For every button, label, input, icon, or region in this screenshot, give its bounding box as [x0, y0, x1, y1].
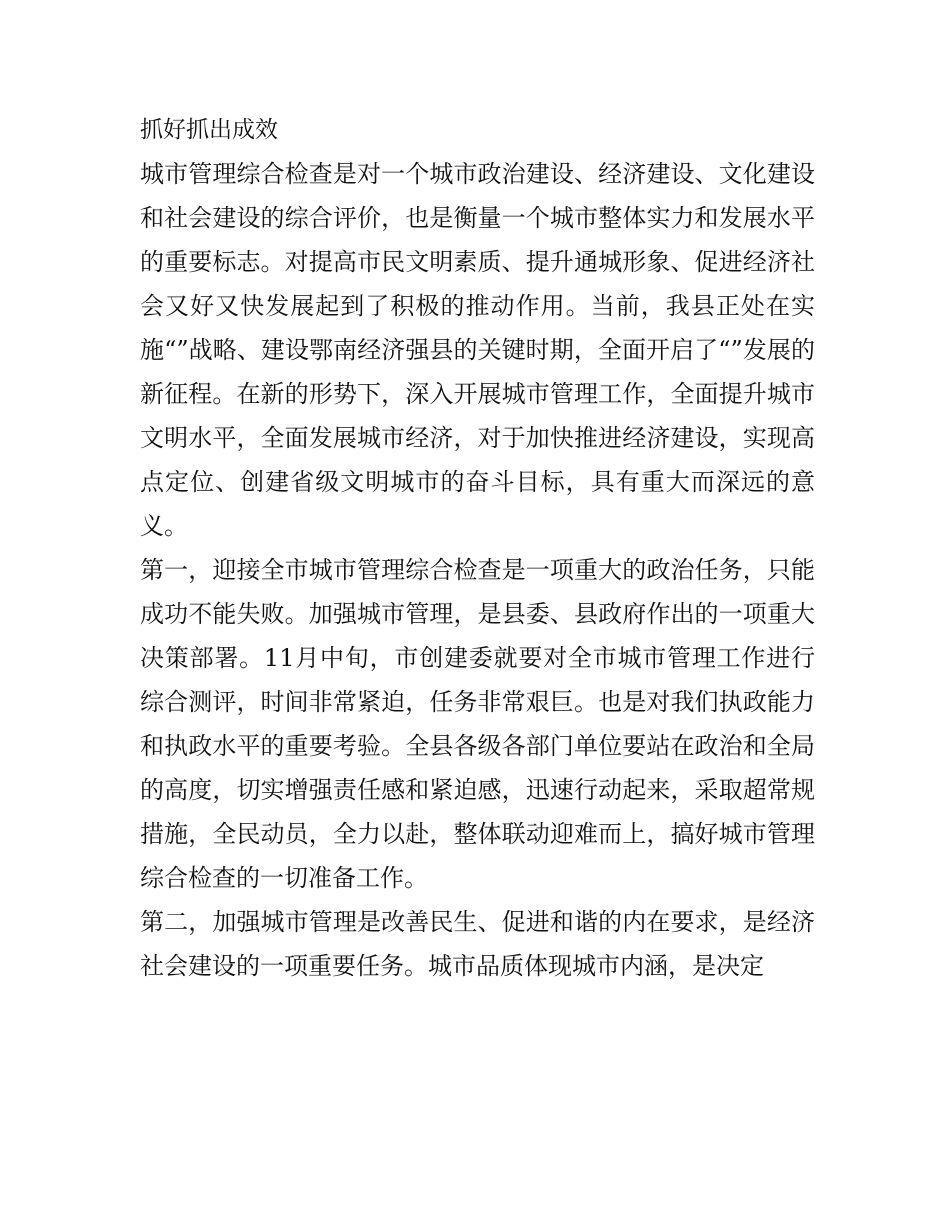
document-heading: 抓好抓出成效 — [140, 117, 278, 143]
paragraph-second-point: 第二，加强城市管理是改善民生、促进和谐的内在要求，是经济社会建设的一项重要任务。城市品质体现城市内涵，是决定 — [140, 908, 815, 980]
paragraph-intro: 城市管理综合检查是对一个城市政治建设、经济建设、文化建设和社会建设的综合评价，也是衡量一个城市整体实力和发展水平的重要标志。对提高市民文明素质、提升通城形象、促进经济社会又好又快发展起到了积极的推动作用。当前，我县正处在实施“”战略、建设鄂南经济强县的关键时期，全面开启了“”发展的新征程。在新的形势下，深入开展城市管理工作，全面提升城市文明水平，全面发展城市经济，对于加快推进经济建设，实现高点定位、创建省级文明城市的奋斗目标，具有重大而深远的意义。 — [140, 160, 815, 540]
document-body — [140, 108, 815, 988]
paragraph-first-point: 第一，迎接全市城市管理综合检查是一项重大的政治任务，只能成功不能失败。加强城市管理，是县委、县政府作出的一项重大决策部署。11月中旬，市创建委就要对全市城市管理工作进行综合测评，时间非常紧迫，任务非常艰巨。也是对我们执政能力和执政水平的重要考验。全县各级各部门单位要站在政治和全局的高度，切实增强责任感和紧迫感，迅速行动起来，采取超常规措施，全民动员，全力以赴，整体联动迎难而上，搞好城市管理综合检查的一切准备工作。 — [140, 556, 815, 892]
